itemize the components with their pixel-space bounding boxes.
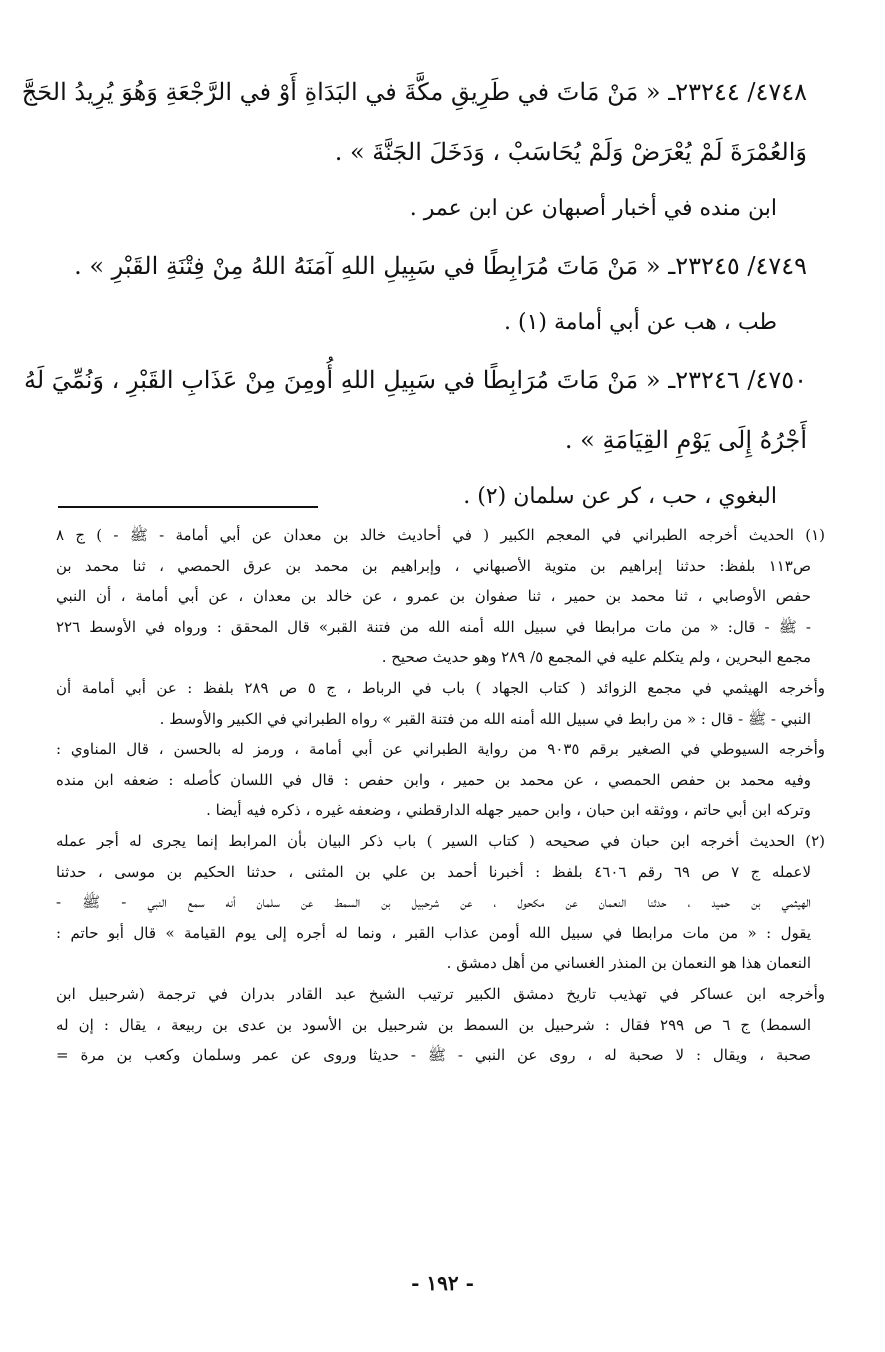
footnote-line: السمط) ج ٦ ص ٢٩٩ فقال : شرحبيل بن السمط بن شرحبيل بن الأسود بن عدى بن ربيعة ، يقال : إن له xyxy=(56,1015,812,1034)
footnote-line: لاعمله ج ٧ ص ٦٩ رقم ٤٦٠٦ بلفظ : أخبرنا أحمد بن علي بن المثنى ، حدثنا الحكيم بن موسى ، حدثنا xyxy=(56,862,812,881)
footnote-line: النعمان هذا هو النعمان بن المنذر الغساني من أهل دمشق . xyxy=(446,954,811,973)
hadith-4748-source: ابن منده في أخبار أصبهان عن ابن عمر . xyxy=(409,196,777,221)
hadith-4750-source: البغوي ، حب ، كر عن سلمان (٢) . xyxy=(463,484,777,509)
footnote-divider xyxy=(58,506,318,508)
footnote-line: وأخرجه الهيثمي في مجمع الزوائد ( كتاب الجهاد ) باب في الرباط ، ج ٥ ص ٢٨٩ بلفظ : عن أبي أمامة أن xyxy=(56,678,825,697)
footnote-line: يقول : « من مات مرابطا في سبيل الله أومن عذاب القبر ، ونما له أجره إلى يوم القيامة » قال أبو حاتم : xyxy=(56,923,811,942)
footnote-line: - ﷺ - قال: « من مات مرابطا في سبيل الله أمنه الله من فتنة القبر» قال المحقق : ورواه في الأوسط ٢٢٦ xyxy=(56,617,811,636)
page-number: - ١٩٢ - xyxy=(411,1271,474,1295)
hadith-4750-line-1: ٤٧٥٠/ ٢٣٢٤٦ـ « مَنْ مَاتَ مُرَابِطًا في سَبِيلِ اللهِ أُومِنَ مِنْ عَذَابِ القَبْرِ ، وَنُمِّيَ لَهُ xyxy=(24,366,807,394)
hadith-4749-source: طب ، هب عن أبي أمامة (١) . xyxy=(504,310,777,335)
hadith-4748-line-2: وَالعُمْرَةَ لَمْ يُعْرَضْ وَلَمْ يُحَاسَبْ ، وَدَخَلَ الجَنَّةَ » . xyxy=(334,138,807,166)
footnote-line: (٢) الحديث أخرجه ابن حبان في صحيحه ( كتاب السير ) باب ذكر البيان بأن المرابط إنما يجرى له أجر عمله xyxy=(56,831,825,850)
footnote-line: وتركه ابن أبي حاتم ، ووثقه ابن حبان ، وابن حمير جهله الدارقطني ، وضعفه غيره ، ذكره فيه أيضا . xyxy=(206,801,811,820)
footnote-line: وفيه محمد بن حفص الحمصي ، عن محمد بن حمير ، وابن حفص : قال في اللسان كأصله : ضعفه ابن منده xyxy=(56,770,811,789)
footnotes xyxy=(56,520,825,1071)
footnote-line: النبي - ﷺ - قال : « من رابط في سبيل الله أمنه الله من فتنة القبر » رواه الطبراني في الكبير والأوسط . xyxy=(159,709,811,728)
hadith-4750-line-2: أَجْرُهُ إِلَى يَوْمِ القِيَامَةِ » . xyxy=(564,426,807,454)
footnote-line: وأخرجه السيوطي في الصغير برقم ٩٠٣٥ من رواية الطبراني عن أبي أمامة ، ورمز له بالحسن ، قال المناوي : xyxy=(56,740,825,759)
hadith-4748-line-1: ٤٧٤٨/ ٢٣٢٤٤ـ « مَنْ مَاتَ في طَرِيقِ مكَّةَ في البَدَاةِ أَوْ في الرَّجْعَةِ وَهُوَ يُرِيدُ الحَجَّ xyxy=(21,78,807,106)
footnote-line: وأخرجه ابن عساكر في تهذيب تاريخ دمشق الكبير ترتيب الشيخ عبد القادر بدران في ترجمة (شرحبيل ابن xyxy=(56,984,825,1003)
hadith-4749-line-1: ٤٧٤٩/ ٢٣٢٤٥ـ « مَنْ مَاتَ مُرَابِطًا في سَبِيلِ اللهِ آمَنَهُ اللهُ مِنْ فِتْنَةِ القَبْرِ » . xyxy=(74,252,807,280)
main-text xyxy=(21,62,807,524)
footnote-line: مجمع البحرين ، ولم يتكلم عليه في المجمع ٥/ ٢٨٩ وهو حديث صحيح . xyxy=(381,648,811,667)
footnote-line: الهيثمي بن حميد ، حدثنا النعمان عن مكحول ، عن شرحبيل بن السمط عن سلمان أنه سمع النبي - ﷺ - xyxy=(56,893,811,912)
footnote-line: (١) الحديث أخرجه الطبراني في المعجم الكبير ( في أحاديث خالد بن معدان عن أبي أمامة - ﷺ - ) ج ٨ xyxy=(56,526,825,544)
footnote-line: ص١١٣ بلفظ: حدثنا إبراهيم بن متوية الأصبهاني ، وإبراهيم بن محمد بن عرق الحمصي ، ثنا محمد بن xyxy=(56,556,811,575)
footnote-line: حفص الأوصابي ، ثنا محمد بن حمير ، ثنا صفوان بن عمرو ، عن خالد بن معدان ، عن أبي أمامة ، أن النبي xyxy=(56,587,811,606)
footnote-line: صحبة ، ويقال : لا صحبة له ، روى عن النبي - ﷺ - حديثا وروى عن عمر وسلمان وكعب بن مرة = xyxy=(56,1046,811,1065)
